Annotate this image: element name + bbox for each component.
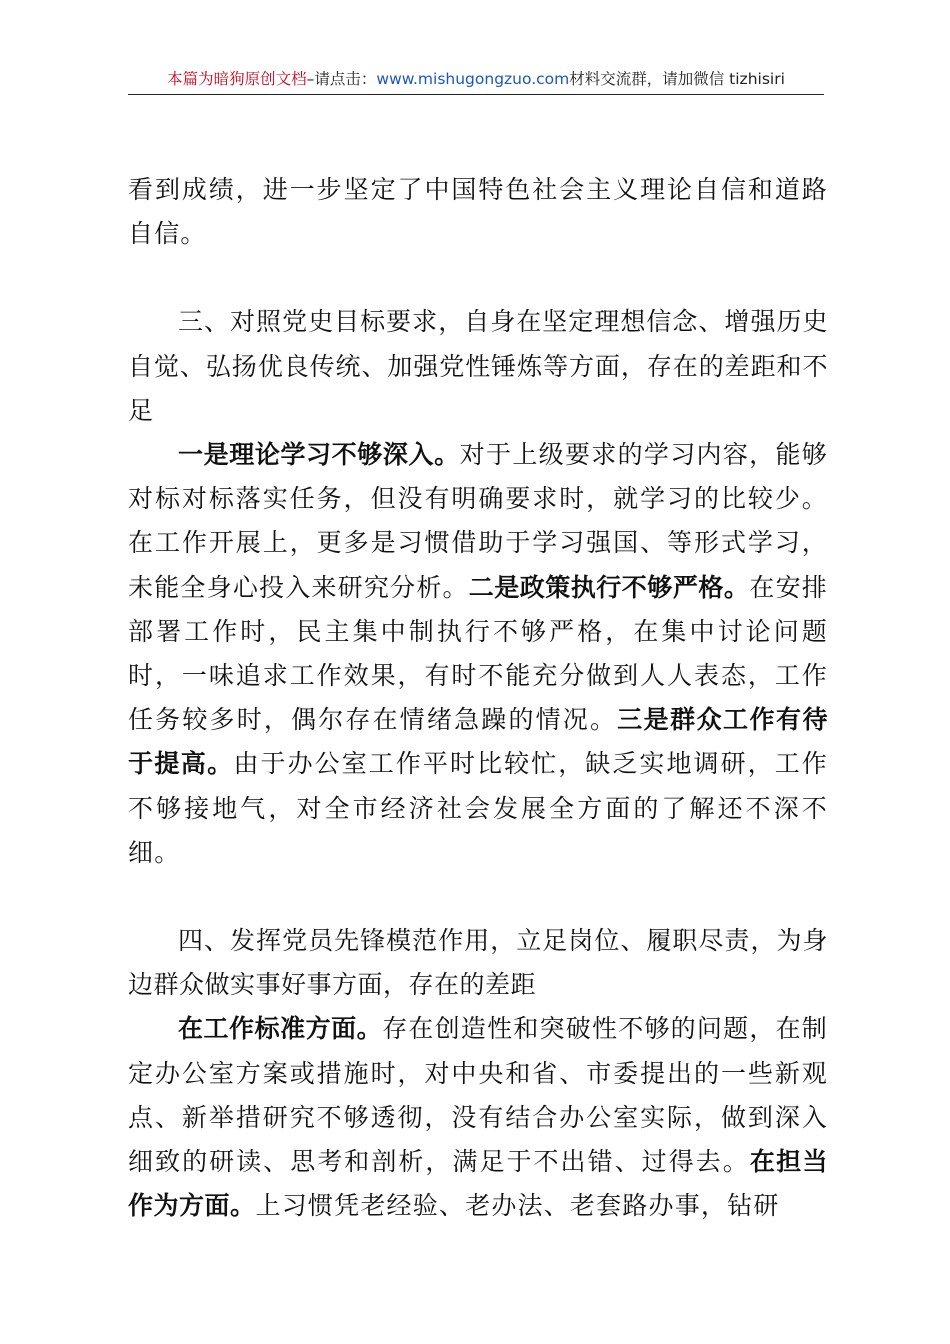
point-3-title: 三是群众工作有待于提高。 xyxy=(128,705,828,779)
responsibility-title: 在担当作为方面。 xyxy=(128,1147,828,1221)
point-2-text: 在安排部署工作时，民主集中制执行不够严格，在集中讨论问题时，一味追求工作效果，有时不能充分做到人人表态，工作任务较多时，偶尔存在情绪急躁的情况。 xyxy=(128,572,828,735)
section-3-heading: 三、对照党史目标要求，自身在坚定理想信念、增强历史自觉、弘扬优良传统、加强党性锤炼等方面，存在的差距和不足 xyxy=(128,307,828,425)
header-contact: 材料交流群，请加微信 tizhisiri xyxy=(569,70,785,88)
header-brand: 本篇为暗狗原创文档 xyxy=(167,70,307,88)
header-prompt: –请点击： xyxy=(306,70,377,88)
intro-paragraph: 看到成绩，进一步坚定了中国特色社会主义理论自信和道路自信。 xyxy=(128,175,828,249)
responsibility-text: 上习惯凭老经验、老办法、老套路办事，钻研 xyxy=(255,1191,780,1221)
section-3-paragraph xyxy=(128,433,828,875)
point-1-text: 对于上级要求的学习内容，能够对标对标落实任务，但没有明确要求时，就学习的比较少。在工作开展上，更多是习惯借助于学习强国、等形式学习，未能全身心投入来研究分析。 xyxy=(128,440,828,602)
standard-title: 在工作标准方面。 xyxy=(178,1014,383,1044)
section-4-heading: 四、发挥党员先锋模范作用，立足岗位、履职尽责，为身边群众做实事好事方面，存在的差距 xyxy=(128,926,828,1000)
header-link[interactable]: www.mishugongzuo.com xyxy=(376,70,570,88)
section-4-paragraph xyxy=(128,1007,828,1228)
point-2-title: 二是政策执行不够严格。 xyxy=(468,572,750,602)
spacer xyxy=(128,256,828,300)
point-3-text: 由于办公室工作平时比较忙，缺乏实地调研，工作不够接地气，对全市经济社会发展全方面的了解还不深不细。 xyxy=(128,749,828,867)
point-1-title: 一是理论学习不够深入。 xyxy=(178,440,460,470)
page-header xyxy=(128,66,824,95)
standard-text: 存在创造性和突破性不够的问题，在制定办公室方案或措施时，对中央和省、市委提出的一些新观点、新举措研究不够透彻，没有结合办公室实际，做到深入细致的研读、思考和剖析，满足于不出错、过得去。 xyxy=(128,1014,828,1177)
spacer xyxy=(128,875,828,919)
document-body xyxy=(128,168,828,1228)
